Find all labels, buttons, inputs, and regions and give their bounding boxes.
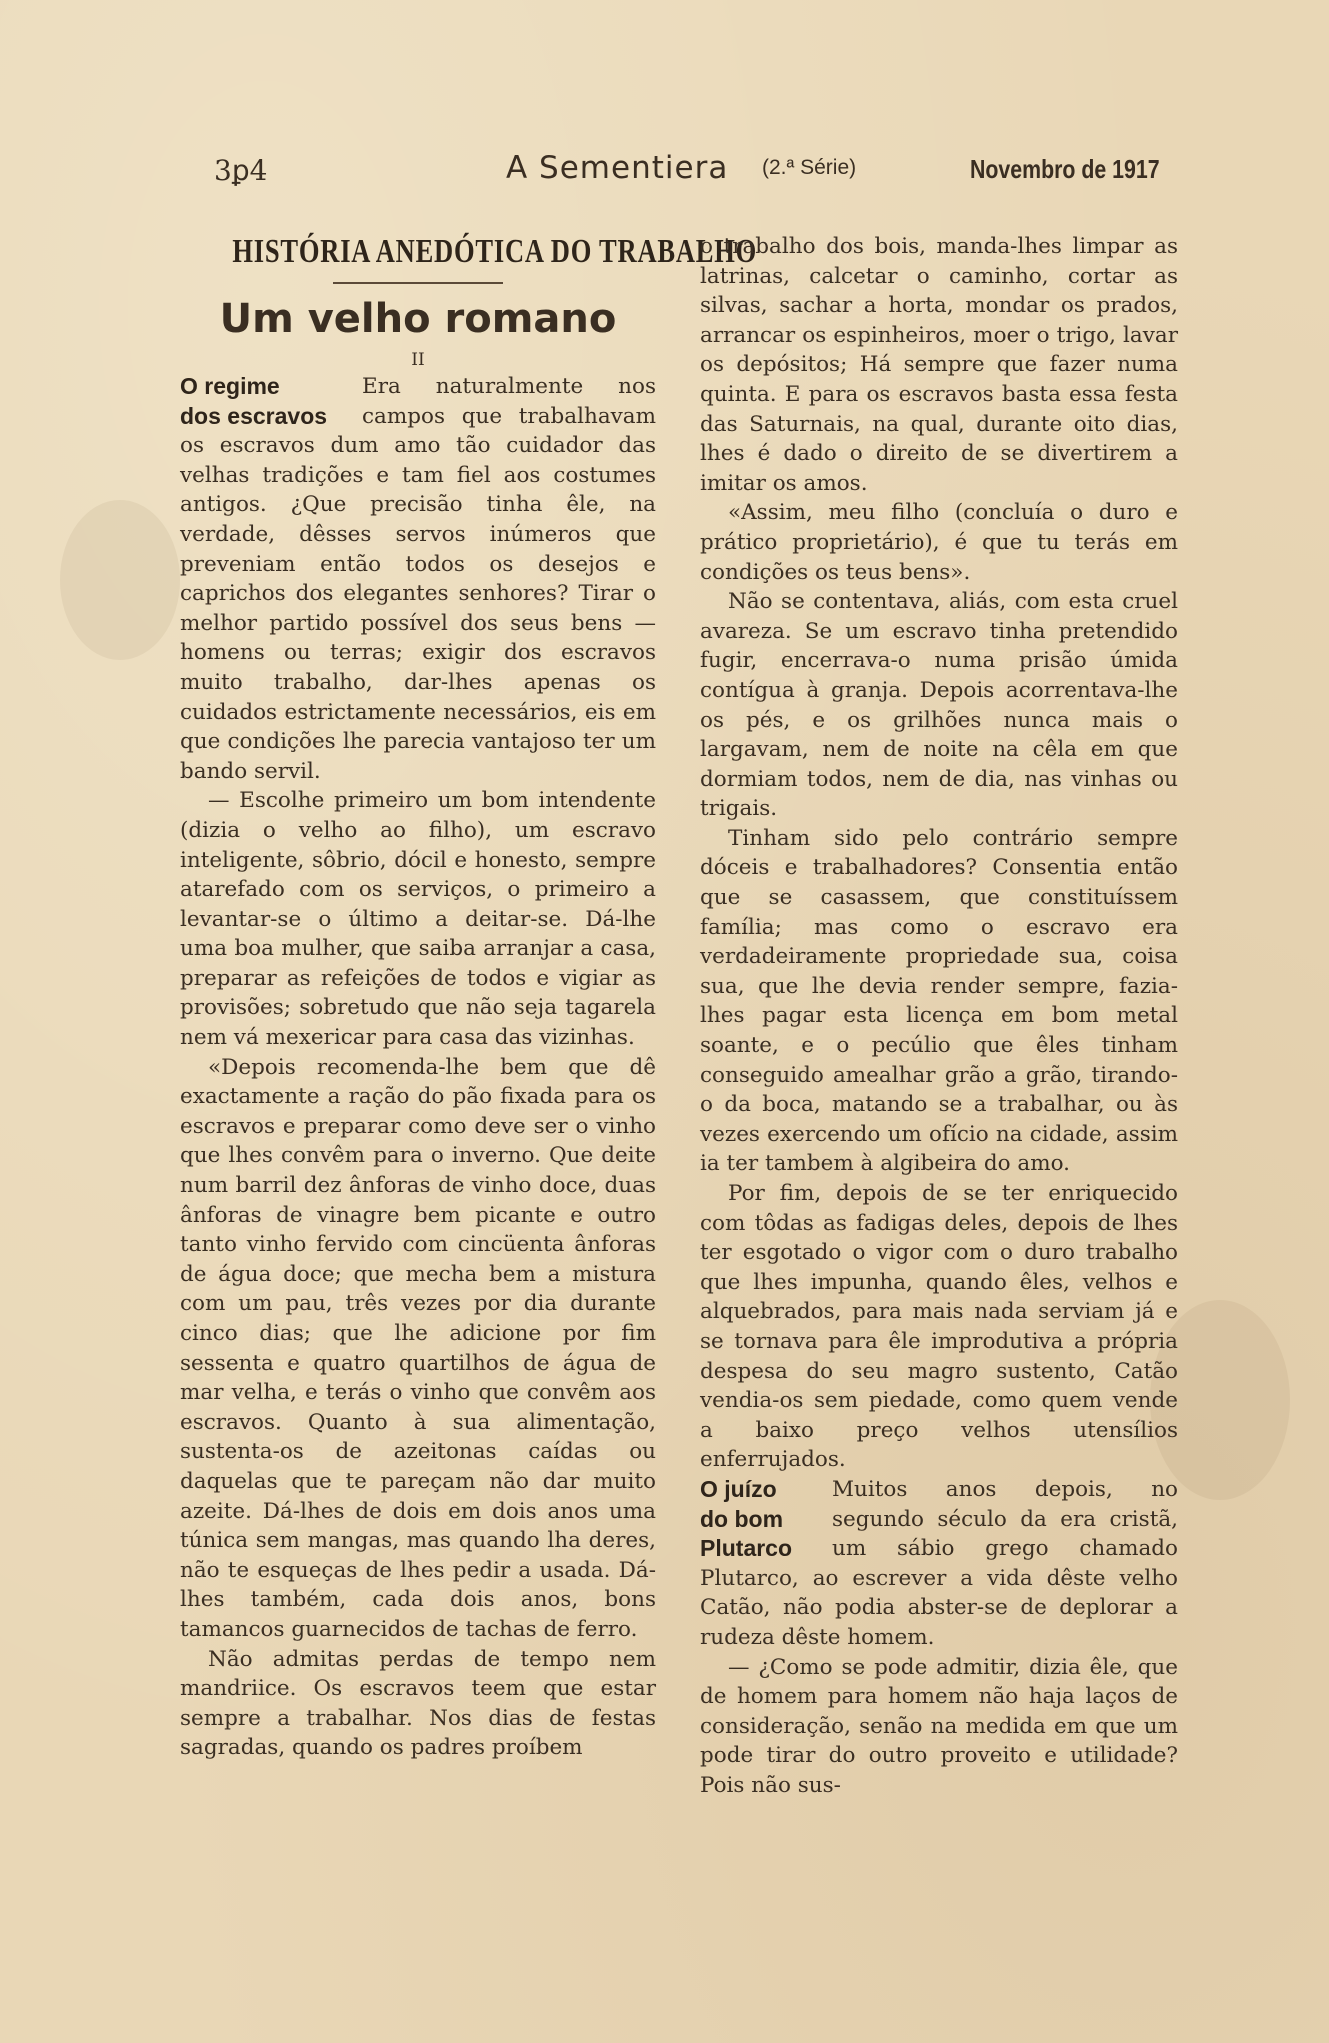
side-heading-line: dos escravos xyxy=(180,402,328,429)
paper-stain xyxy=(60,500,180,660)
paragraph: Não admitas perdas de tempo nem mandriice. Os escravos teem que estar sempre a trabalhar. Nos dias de festas sagradas, quando os padres proíbem xyxy=(180,1646,656,1761)
right-column xyxy=(700,232,1178,1800)
article-title: Um velho romano xyxy=(219,296,617,342)
issue-date: Novembro de 1917 xyxy=(970,154,1160,184)
journal-title: A Sementiera xyxy=(506,150,729,186)
side-heading-line: Plutarco xyxy=(700,1535,793,1562)
side-heading-juizo xyxy=(700,1475,820,1564)
paragraph: Tinham sido pelo contrário sempre dóceis e trabalhadores? Consentia então que se casassem, que constituíssem família; mas como o escravo era verdadeiramente propriedade sua, coisa sua, que lhe devia render sempre, fazia-lhes pagar esta licença em bom metal soante, e o pecúlio que êles tinham conseguido amealhar grão a grão, tirando-o da boca, matando se a trabalhar, ou às vezes exercendo um ofício na cidade, assim ia ter tambem à algibeira do amo. xyxy=(700,825,1178,1177)
side-heading-line: O regime xyxy=(180,373,280,399)
running-header xyxy=(0,150,1329,194)
paragraph: — Escolhe primeiro um bom intendente (dizia o velho ao filho), um escravo inteligente, sôbrio, dócil e honesto, sempre atarefado com os serviços, o primeiro a levantar-se o último a deitar-se. Dá-lhe uma boa mulher, que saiba arranjar a casa, preparar as refeições de todos e vigiar as provisões; sobretudo que não seja tagarela nem vá mexericar para casa das vizinhas. xyxy=(180,788,656,1051)
paragraph: Muitos anos depois, no segundo século da era cristã, um sábio grego chamado Plutarco, ao escrever a vida dêste velho Catão, não podia abster-se de deplorar a rudeza dêste homem. xyxy=(700,1476,1178,1650)
title-rule xyxy=(333,282,503,284)
series-label: (2.ª Série) xyxy=(762,156,857,179)
article-kicker: HISTÓRIA ANEDÓTICA DO TRABALHO xyxy=(232,233,758,270)
side-heading-regime xyxy=(180,372,350,431)
paragraph: o trabalho dos bois, manda-lhes limpar as latrinas, calcetar o caminho, cortar as silvas, sachar a horta, mondar os prados, arrancar os espinheiros, moer o trigo, lavar os depósitos; Há sempre que fazer numa quinta. E para os escravos basta essa festa das Saturnais, na qual, durante oito dias, lhes é dado o direito de se divertirem a imitar os amos. xyxy=(700,234,1178,496)
paragraph: «Assim, meu filho (concluía o duro e prático proprietário), é que tu terás em condições os teus bens». xyxy=(700,500,1178,585)
paragraph: Era naturalmente nos campos que trabalhavam os escravos dum amo tão cuidador das velhas tradições e tam fiel aos costumes antigos. ¿Que precisão tinha êle, na verdade, dêsses servos inúmeros que preveniam então todos os desejos e caprichos dos elegantes senhores? Tirar o melhor partido possível dos seus bens — homens ou terras; exigir dos escravos muito trabalho, dar-lhes apenas os cuidados estrictamente necessários, eis em que condições lhe parecia vantajoso ter um bando servil. xyxy=(180,374,656,784)
side-heading-line: do bom xyxy=(700,1505,784,1532)
page-number: 3ꝑ4 xyxy=(214,154,268,187)
paragraph: «Depois recomenda-lhe bem que dê exactamente a ração do pão fixada para os escravos e preparar como deve ser o vinho que lhes convêm para o inverno. Que deite num barril dez ânforas de vinho doce, duas ânforas de vinagre bem picante e outro tanto vinho fervido com cincüenta ânforas de água doce; que mecha bem a mistura com um pau, três vezes por dia durante cinco dias; que lhe adicione por fim sessenta e quatro quartilhos de água de mar velha, e terás o vinho que convêm aos escravos. Quanto à sua alimentação, sustenta-os de azeitonas caídas ou daquelas que te pareçam não dar muito azeite. Dá-lhes de dois em dois anos uma túnica sem mangas, mas quando lha deres, não te esqueças de lhes pedir a usada. Dá-lhes também, cada dois anos, bons tamancos guarnecidos de tachas de ferro. xyxy=(180,1054,656,1642)
paragraph: — ¿Como se pode admitir, dizia êle, que de homem para homem não haja laços de consideração, senão na medida em que um pode tirar do outro proveito e utilidade? Pois não sus- xyxy=(700,1654,1178,1798)
paragraph: Não se contentava, aliás, com esta cruel avareza. Se um escravo tinha pretendido fugir, encerrava-o numa prisão úmida contígua à granja. Depois acorrentava-lhe os pés, e os grilhões nunca mais o largavam, nem de noite na cêla em que dormiam todos, nem de dia, nas vinhas ou trigais. xyxy=(700,589,1178,822)
article-part-number: II xyxy=(411,350,425,370)
side-heading-line: O juízo xyxy=(700,1475,777,1502)
paragraph: Por fim, depois de se ter enriquecido com tôdas as fadigas deles, depois de lhes ter esgotado o vigor com o duro trabalho que lhes impunha, quando êles, velhos e alquebrados, para mais nada serviam já e se tornava para êle improdutiva a própria despesa do seu magro sustento, Catão vendia-os sem piedade, como quem vende a baixo preço velhos utensílios enferrujados. xyxy=(700,1181,1178,1473)
